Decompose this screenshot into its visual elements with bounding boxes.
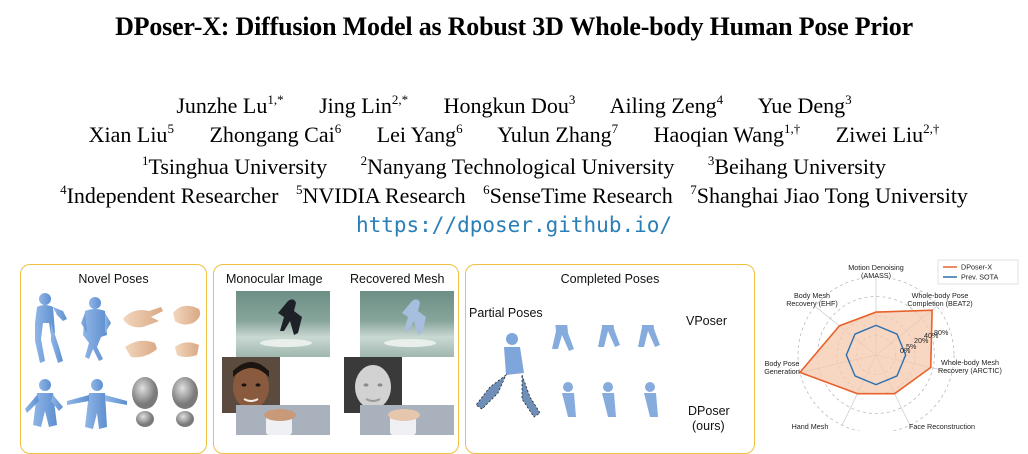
- partial-pose-mesh: [476, 333, 540, 417]
- completed-poses-title: Completed Poses: [560, 272, 660, 286]
- author: Jing Lin$^{2,*}$: [319, 92, 409, 118]
- radar-legend-label: DPoser-X: [961, 262, 993, 272]
- radar-axis-label: Face Reconstruction: [909, 422, 975, 431]
- body-mesh: [81, 297, 111, 361]
- radar-tick-label: 20%: [914, 336, 929, 345]
- novel-poses-figure: [23, 289, 205, 449]
- paper-title: DPoser-X: Diffusion Model as Robust 3D Whole-body Human Pose Prior: [115, 12, 913, 41]
- author: Hongkun Dou$^3$: [443, 92, 576, 118]
- affiliations-row-1: [0, 154, 1028, 180]
- author: Ziwei Liu$^{2,\dagger}$: [835, 121, 940, 147]
- affiliations-row-2: [0, 183, 1028, 209]
- radar-axis-label: Whole-body Mesh: [941, 358, 999, 367]
- project-url-link[interactable]: https://dposer.github.io/: [355, 213, 673, 237]
- radar-axis-label: Whole-body Pose: [911, 291, 969, 300]
- novel-poses-panel: [20, 264, 207, 454]
- completed-poses-panel: [465, 264, 755, 454]
- authors-row-2: [0, 122, 1028, 148]
- author: Ailing Zeng$^4$: [609, 92, 724, 118]
- radar-axis-label: Generation: [764, 367, 800, 376]
- author: Haoqian Wang$^{1,\dagger}$: [653, 121, 801, 147]
- mesh-recovery-panel: [213, 264, 459, 454]
- radar-tick-label: 40%: [924, 331, 939, 340]
- affiliation: $^1$Tsinghua University: [141, 153, 328, 179]
- body-mesh: [25, 379, 63, 427]
- affiliation: $^5$NVIDIA Research: [296, 182, 466, 208]
- hand-mesh: [123, 306, 200, 358]
- monocular-image-title: Monocular Image: [226, 272, 323, 286]
- surfer-mesh-photo: [360, 291, 454, 357]
- radar-axis-label: Completion (BEAT2): [907, 299, 973, 308]
- affiliation: $^3$Beihang University: [707, 153, 887, 179]
- radar-axis-label: Body Pose: [764, 359, 800, 368]
- body-mesh: [67, 379, 127, 429]
- radar-axis-label: Body Mesh: [794, 291, 830, 300]
- dposer-label: DPoser: [688, 404, 730, 418]
- body-mesh: [35, 293, 67, 363]
- radar-tick-label: 0%: [900, 346, 911, 355]
- dposer-pose-meshes: [562, 382, 658, 417]
- radar-axis-label: Motion Denoising: [848, 263, 904, 272]
- radar-axis-label: Recovery (ARCTIC): [938, 366, 1002, 375]
- affiliation: $^7$Shanghai Jiao Tong University: [690, 182, 968, 208]
- author: Xian Liu$^5$: [88, 121, 174, 147]
- vposer-pose-meshes: [552, 325, 660, 351]
- ours-label: (ours): [692, 419, 725, 433]
- affiliation: $^4$Independent Researcher: [60, 182, 279, 208]
- surfer-mesh-figure: [360, 291, 454, 357]
- performance-radar-chart: [758, 258, 1022, 431]
- affiliation: $^2$Nanyang Technological University: [360, 153, 675, 179]
- radar-tick-label: 5%: [906, 342, 917, 351]
- face-mesh: [132, 377, 198, 427]
- radar-axis-label: Recovery (EHF): [786, 299, 838, 308]
- author: Zhongang Cai$^6$: [209, 121, 342, 147]
- authors-row-1: [0, 93, 1028, 119]
- author: Yue Deng$^3$: [757, 92, 852, 118]
- radar-axis-label: (AMASS): [861, 271, 891, 280]
- completed-poses-figure: [470, 325, 686, 435]
- surfer-photo: [236, 291, 330, 357]
- author: Junzhe $Lu^{1,*}$: [176, 92, 284, 118]
- author: Lei Yang$^6$: [376, 121, 463, 147]
- author: Yulun Zhang$^7$: [497, 121, 619, 147]
- radar-legend-label: Prev. SOTA: [961, 272, 999, 282]
- radar-tick-label: 80%: [934, 328, 949, 337]
- recovered-mesh-title: Recovered Mesh: [350, 272, 445, 286]
- vposer-label: VPoser: [686, 314, 727, 328]
- surfer-figure: [236, 291, 330, 357]
- partial-poses-label: Partial Poses: [469, 306, 543, 320]
- radar-axis-label: Hand Mesh: [791, 422, 829, 431]
- affiliation: $^6$SenseTime Research: [483, 182, 673, 208]
- novel-poses-title: Novel Poses: [78, 272, 149, 286]
